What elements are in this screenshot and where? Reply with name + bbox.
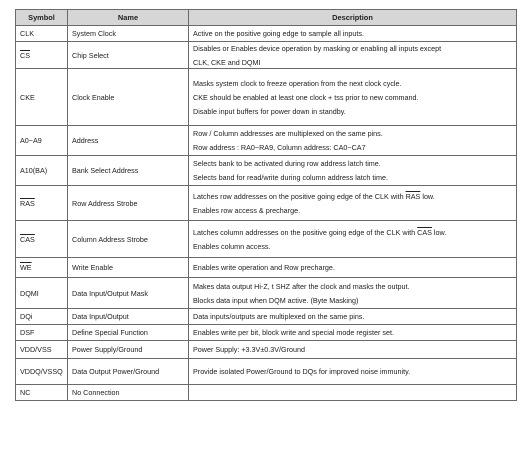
pin-symbol <box>16 42 68 69</box>
pin-name: Power Supply/Ground <box>68 341 189 359</box>
pin-symbol-text: NC <box>20 388 31 397</box>
table-row <box>16 26 517 42</box>
table-row <box>16 156 517 186</box>
description-line: Active on the positive going edge to sample all inputs. <box>193 29 365 38</box>
pin-symbol <box>16 156 68 186</box>
pin-description <box>189 258 517 278</box>
pin-name: Data Input/Output <box>68 309 189 325</box>
description-line: CLK, CKE and DQMI <box>193 57 261 67</box>
pin-description <box>189 69 517 126</box>
table-row <box>16 385 517 401</box>
description-line: Provide isolated Power/Ground to DQs for improved noise immunity. <box>193 367 411 376</box>
pin-symbol <box>16 325 68 341</box>
description-line: Latches column addresses on the positive going edge of the CLK with $\overline{CAS}$ low. <box>193 227 447 237</box>
pin-name: Write Enable <box>68 258 189 278</box>
table-row <box>16 42 517 69</box>
pin-symbol-text: DSF <box>20 328 35 337</box>
pin-description <box>189 385 517 401</box>
pin-symbol-text: VDDQ/VSSQ <box>20 367 63 376</box>
pin-symbol <box>16 26 68 42</box>
description-line: Enables write per bit, block write and special mode register set. <box>193 328 394 337</box>
pin-description <box>189 156 517 186</box>
pin-description <box>189 309 517 325</box>
pin-name: Clock Enable <box>68 69 189 126</box>
pin-symbol-text: $\overline{WE}$ <box>20 263 32 272</box>
pin-symbol-text: DQi <box>20 312 33 321</box>
table-row <box>16 278 517 309</box>
pin-name: Row Address Strobe <box>68 186 189 221</box>
table-row <box>16 186 517 221</box>
description-line: Power Supply: +3.3V±0.3V/Ground <box>193 345 306 354</box>
pin-description <box>189 42 517 69</box>
pin-symbol <box>16 69 68 126</box>
pin-symbol-text: CKE <box>20 92 35 102</box>
pin-symbol <box>16 221 68 258</box>
pin-name: Data Output Power/Ground <box>68 359 189 385</box>
pin-description <box>189 278 517 309</box>
pin-symbol-text: CLK <box>20 29 34 38</box>
pin-symbol-text: A10(BA) <box>20 166 48 175</box>
pin-symbol-text: DQMI <box>20 288 39 298</box>
pin-symbol-text: $\overline{CAS}$ <box>20 234 35 244</box>
pin-symbol-text: $\overline{CS}$ <box>20 50 30 60</box>
pin-description-table-container <box>15 9 516 401</box>
table-row <box>16 126 517 156</box>
pin-description <box>189 221 517 258</box>
pin-name: Bank Select Address <box>68 156 189 186</box>
table-row <box>16 309 517 325</box>
description-line: Data inputs/outputs are multiplexed on the same pins. <box>193 312 365 321</box>
description-line: CKE should be enabled at least one clock + tss prior to new command. <box>193 92 419 102</box>
description-line: Row / Column addresses are multiplexed on the same pins. <box>193 129 383 138</box>
pin-description <box>189 186 517 221</box>
pin-description <box>189 341 517 359</box>
pin-name: Address <box>68 126 189 156</box>
pin-symbol-text: $\overline{RAS}$ <box>20 198 35 208</box>
pin-symbol <box>16 278 68 309</box>
pin-name: Define Special Function <box>68 325 189 341</box>
pin-description <box>189 126 517 156</box>
pin-name: Chip Select <box>68 42 189 69</box>
pin-name: Column Address Strobe <box>68 221 189 258</box>
table-row <box>16 258 517 278</box>
pin-description-table <box>15 9 517 401</box>
pin-name: Data Input/Output Mask <box>68 278 189 309</box>
table-body <box>16 26 517 401</box>
description-line: Latches row addresses on the positive going edge of the CLK with $\overline{RAS}$ low. <box>193 191 435 201</box>
header-symbol: Symbol <box>16 10 68 26</box>
description-line: Enables row access & precharge. <box>193 205 301 215</box>
pin-symbol <box>16 309 68 325</box>
pin-symbol <box>16 186 68 221</box>
pin-description <box>189 325 517 341</box>
header-name: Name <box>68 10 189 26</box>
pin-name: System Clock <box>68 26 189 42</box>
table-row <box>16 341 517 359</box>
pin-symbol <box>16 258 68 278</box>
table-row <box>16 359 517 385</box>
pin-description <box>189 359 517 385</box>
table-row <box>16 325 517 341</box>
description-line: Enables write operation and Row precharge. <box>193 263 335 272</box>
description-line: Enables column access. <box>193 241 271 251</box>
pin-name: No Connection <box>68 385 189 401</box>
pin-symbol <box>16 341 68 359</box>
pin-symbol-text: VDD/VSS <box>20 345 52 354</box>
table-row <box>16 69 517 126</box>
pin-symbol-text: A0~A9 <box>20 136 42 145</box>
description-line: Disables or Enables device operation by masking or enabling all inputs except <box>193 43 442 53</box>
description-line: Row address : RA0~RA9, Column address: CA0~CA7 <box>193 143 366 152</box>
pin-symbol <box>16 359 68 385</box>
description-line: Blocks data input when DQM active. (Byte Masking) <box>193 295 359 305</box>
pin-symbol <box>16 385 68 401</box>
description-line: Selects bank to be activated during row address latch time. <box>193 159 381 168</box>
description-line: Masks system clock to freeze operation from the next clock cycle. <box>193 78 402 88</box>
pin-description <box>189 26 517 42</box>
description-line: Makes data output Hi-Z, t SHZ after the clock and masks the output. <box>193 281 410 291</box>
header-description: Description <box>189 10 517 26</box>
description-line: Selects band for read/write during column address latch time. <box>193 173 388 182</box>
description-line: Disable input buffers for power down in standby. <box>193 106 346 116</box>
table-row <box>16 221 517 258</box>
table-header-row <box>16 10 517 26</box>
pin-symbol <box>16 126 68 156</box>
